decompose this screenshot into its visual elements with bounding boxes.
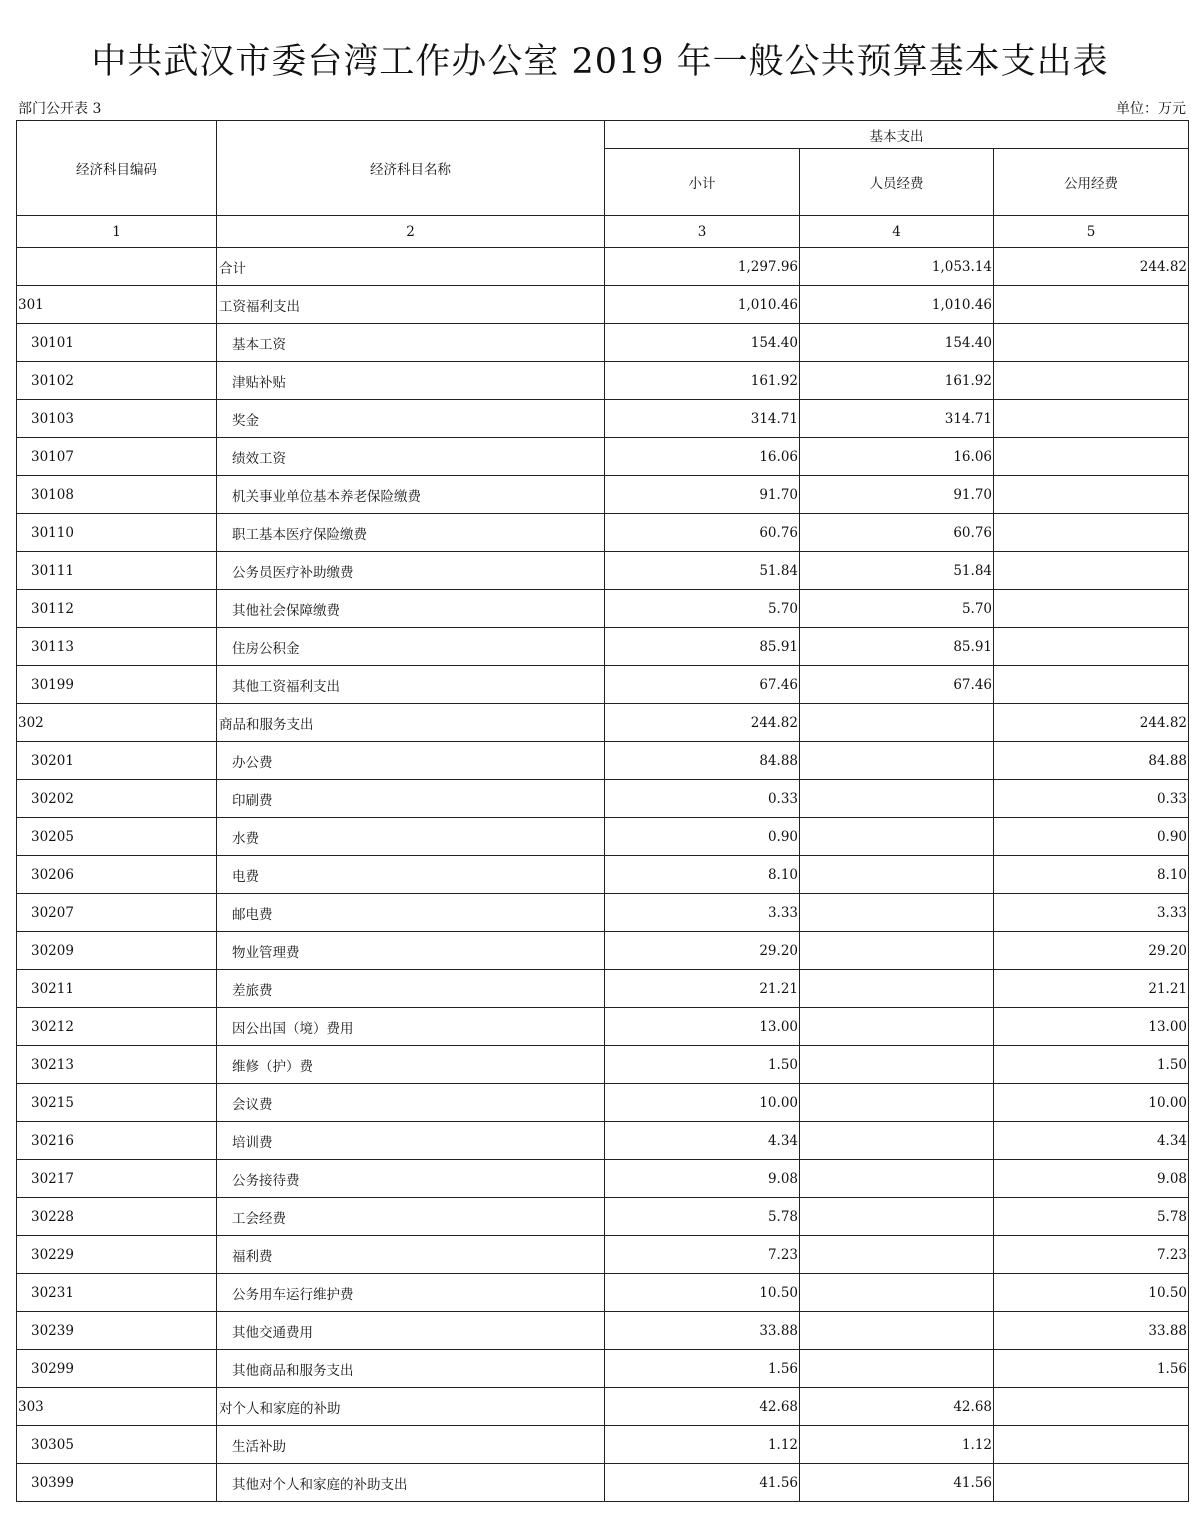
code-cell: 30112 [17,590,217,628]
table-row [17,628,1189,666]
code-cell: 30102 [17,362,217,400]
subtotal-cell: 4.34 [605,1122,800,1160]
public-cell: 0.33 [994,780,1189,818]
index-cell: 2 [217,216,605,248]
name-cell: 电费 [217,856,605,894]
code-cell: 30202 [17,780,217,818]
public-cell [994,590,1189,628]
table-body [17,216,1189,1502]
public-cell: 244.82 [994,248,1189,286]
table-row [17,248,1189,286]
public-cell: 10.50 [994,1274,1189,1312]
name-cell: 职工基本医疗保险缴费 [217,514,605,552]
personnel-cell [800,780,994,818]
personnel-cell [800,1198,994,1236]
table-row [17,856,1189,894]
table-row [17,1008,1189,1046]
name-cell: 其他对个人和家庭的补助支出 [217,1464,605,1502]
public-cell: 244.82 [994,704,1189,742]
name-cell: 绩效工资 [217,438,605,476]
public-cell: 1.56 [994,1350,1189,1388]
subtotal-cell: 161.92 [605,362,800,400]
name-cell: 生活补助 [217,1426,605,1464]
table-row [17,400,1189,438]
public-cell [994,514,1189,552]
table-row [17,666,1189,704]
name-cell: 住房公积金 [217,628,605,666]
name-cell: 基本工资 [217,324,605,362]
personnel-cell [800,818,994,856]
public-cell [994,286,1189,324]
public-cell [994,666,1189,704]
code-cell: 30101 [17,324,217,362]
name-cell: 因公出国（境）费用 [217,1008,605,1046]
subtotal-cell: 16.06 [605,438,800,476]
name-cell: 福利费 [217,1236,605,1274]
name-cell: 奖金 [217,400,605,438]
index-cell: 1 [17,216,217,248]
name-cell: 机关事业单位基本养老保险缴费 [217,476,605,514]
personnel-cell: 1,053.14 [800,248,994,286]
table-row [17,476,1189,514]
code-cell: 30216 [17,1122,217,1160]
subtotal-cell: 1,297.96 [605,248,800,286]
table-row [17,362,1189,400]
personnel-cell: 161.92 [800,362,994,400]
subtotal-cell: 13.00 [605,1008,800,1046]
table-row [17,1312,1189,1350]
code-cell: 303 [17,1388,217,1426]
personnel-cell [800,1312,994,1350]
code-cell: 30107 [17,438,217,476]
table-row [17,1160,1189,1198]
public-cell: 0.90 [994,818,1189,856]
name-cell: 合计 [217,248,605,286]
name-cell: 工会经费 [217,1198,605,1236]
name-cell: 其他商品和服务支出 [217,1350,605,1388]
name-cell: 物业管理费 [217,932,605,970]
table-row [17,1122,1189,1160]
name-cell: 公务接待费 [217,1160,605,1198]
name-cell: 商品和服务支出 [217,704,605,742]
table-row [17,932,1189,970]
subtotal-cell: 10.50 [605,1274,800,1312]
name-cell: 其他社会保障缴费 [217,590,605,628]
public-cell [994,1426,1189,1464]
table-number: 部门公开表 3 [18,101,102,117]
subtotal-cell: 7.23 [605,1236,800,1274]
subtotal-cell: 85.91 [605,628,800,666]
table-row [17,1274,1189,1312]
public-cell: 10.00 [994,1084,1189,1122]
subtotal-cell: 5.78 [605,1198,800,1236]
public-cell [994,476,1189,514]
document-title: 中共武汉市委台湾工作办公室 2019 年一般公共预算基本支出表 [91,42,1109,82]
personnel-cell [800,1084,994,1122]
public-cell [994,438,1189,476]
code-cell: 30111 [17,552,217,590]
table-row [17,1084,1189,1122]
subtotal-cell: 10.00 [605,1084,800,1122]
subtotal-cell: 42.68 [605,1388,800,1426]
personnel-cell: 85.91 [800,628,994,666]
personnel-cell: 154.40 [800,324,994,362]
code-cell: 30212 [17,1008,217,1046]
personnel-cell: 91.70 [800,476,994,514]
public-cell [994,1464,1189,1502]
personnel-cell [800,1160,994,1198]
public-cell: 21.21 [994,970,1189,1008]
table-row [17,780,1189,818]
table-row [17,818,1189,856]
index-cell: 5 [994,216,1189,248]
table-row [17,1046,1189,1084]
code-cell: 30215 [17,1084,217,1122]
personnel-cell: 1.12 [800,1426,994,1464]
personnel-cell: 42.68 [800,1388,994,1426]
code-cell: 30108 [17,476,217,514]
subtotal-cell: 33.88 [605,1312,800,1350]
table-row [17,1388,1189,1426]
subtotal-cell: 1.56 [605,1350,800,1388]
name-cell: 印刷费 [217,780,605,818]
personnel-cell [800,1122,994,1160]
subtotal-cell: 84.88 [605,742,800,780]
subtotal-cell: 9.08 [605,1160,800,1198]
personnel-cell: 67.46 [800,666,994,704]
public-cell [994,628,1189,666]
subtotal-cell: 3.33 [605,894,800,932]
public-cell: 5.78 [994,1198,1189,1236]
public-cell: 9.08 [994,1160,1189,1198]
subtotal-cell: 67.46 [605,666,800,704]
unit-label: 单位：万元 [1116,101,1186,117]
code-cell: 30205 [17,818,217,856]
subtotal-cell: 314.71 [605,400,800,438]
name-cell: 公务员医疗补助缴费 [217,552,605,590]
personnel-cell: 60.76 [800,514,994,552]
public-cell: 4.34 [994,1122,1189,1160]
personnel-cell: 1,010.46 [800,286,994,324]
subtotal-cell: 29.20 [605,932,800,970]
subtotal-cell: 8.10 [605,856,800,894]
personnel-cell [800,1046,994,1084]
table-row [17,970,1189,1008]
name-cell: 办公费 [217,742,605,780]
public-cell [994,552,1189,590]
subtotal-cell: 154.40 [605,324,800,362]
code-cell: 30209 [17,932,217,970]
subtotal-cell: 5.70 [605,590,800,628]
table-row [17,590,1189,628]
personnel-cell [800,1350,994,1388]
subtotal-cell: 41.56 [605,1464,800,1502]
personnel-cell: 51.84 [800,552,994,590]
name-cell: 津贴补贴 [217,362,605,400]
code-cell: 302 [17,704,217,742]
name-cell: 培训费 [217,1122,605,1160]
public-cell [994,324,1189,362]
subtotal-cell: 91.70 [605,476,800,514]
code-cell: 30206 [17,856,217,894]
subtotal-cell: 0.90 [605,818,800,856]
table-row [17,514,1189,552]
subtotal-cell: 1.50 [605,1046,800,1084]
personnel-cell [800,1274,994,1312]
index-cell: 3 [605,216,800,248]
subtotal-cell: 51.84 [605,552,800,590]
code-cell: 30229 [17,1236,217,1274]
public-cell: 29.20 [994,932,1189,970]
name-cell: 水费 [217,818,605,856]
table-header [17,121,1189,216]
public-cell: 1.50 [994,1046,1189,1084]
budget-table [16,120,1189,1502]
personnel-cell [800,742,994,780]
header-name: 经济科目名称 [217,121,605,216]
code-cell: 301 [17,286,217,324]
name-cell: 维修（护）费 [217,1046,605,1084]
code-cell: 30213 [17,1046,217,1084]
table-row [17,1426,1189,1464]
name-cell: 公务用车运行维护费 [217,1274,605,1312]
personnel-cell [800,894,994,932]
subtotal-cell: 1.12 [605,1426,800,1464]
name-cell: 其他交通费用 [217,1312,605,1350]
public-cell: 13.00 [994,1008,1189,1046]
personnel-cell [800,1008,994,1046]
personnel-cell: 5.70 [800,590,994,628]
code-cell: 30217 [17,1160,217,1198]
public-cell [994,400,1189,438]
code-cell: 30199 [17,666,217,704]
code-cell: 30239 [17,1312,217,1350]
table-row [17,742,1189,780]
table-row [17,704,1189,742]
code-cell: 30103 [17,400,217,438]
table-row [17,1464,1189,1502]
table-row [17,1236,1189,1274]
header-personnel: 人员经费 [800,149,994,216]
table-row [17,1198,1189,1236]
code-cell: 30399 [17,1464,217,1502]
code-cell: 30231 [17,1274,217,1312]
personnel-cell [800,856,994,894]
public-cell: 84.88 [994,742,1189,780]
name-cell: 对个人和家庭的补助 [217,1388,605,1426]
name-cell: 差旅费 [217,970,605,1008]
personnel-cell: 16.06 [800,438,994,476]
code-cell: 30305 [17,1426,217,1464]
subtotal-cell: 1,010.46 [605,286,800,324]
code-cell: 30299 [17,1350,217,1388]
code-cell: 30228 [17,1198,217,1236]
public-cell: 3.33 [994,894,1189,932]
code-cell: 30211 [17,970,217,1008]
name-cell: 邮电费 [217,894,605,932]
personnel-cell [800,1236,994,1274]
code-cell: 30110 [17,514,217,552]
personnel-cell: 41.56 [800,1464,994,1502]
subtotal-cell: 0.33 [605,780,800,818]
table-row [17,286,1189,324]
name-cell: 会议费 [217,1084,605,1122]
header-public: 公用经费 [994,149,1189,216]
public-cell: 8.10 [994,856,1189,894]
code-cell: 30201 [17,742,217,780]
public-cell [994,362,1189,400]
header-subtotal: 小计 [605,149,800,216]
name-cell: 工资福利支出 [217,286,605,324]
table-row [17,552,1189,590]
code-cell: 30113 [17,628,217,666]
name-cell: 其他工资福利支出 [217,666,605,704]
public-cell [994,1388,1189,1426]
public-cell: 33.88 [994,1312,1189,1350]
public-cell: 7.23 [994,1236,1189,1274]
personnel-cell [800,932,994,970]
table-row [17,324,1189,362]
subtotal-cell: 244.82 [605,704,800,742]
personnel-cell [800,970,994,1008]
subtotal-cell: 21.21 [605,970,800,1008]
header-basic-expenditure: 基本支出 [605,121,1189,149]
table-row [17,894,1189,932]
code-cell: 30207 [17,894,217,932]
header-code: 经济科目编码 [17,121,217,216]
index-cell: 4 [800,216,994,248]
code-cell [17,248,217,286]
table-row [17,1350,1189,1388]
table-row [17,438,1189,476]
personnel-cell [800,704,994,742]
column-index-row [17,216,1189,248]
subtotal-cell: 60.76 [605,514,800,552]
personnel-cell: 314.71 [800,400,994,438]
